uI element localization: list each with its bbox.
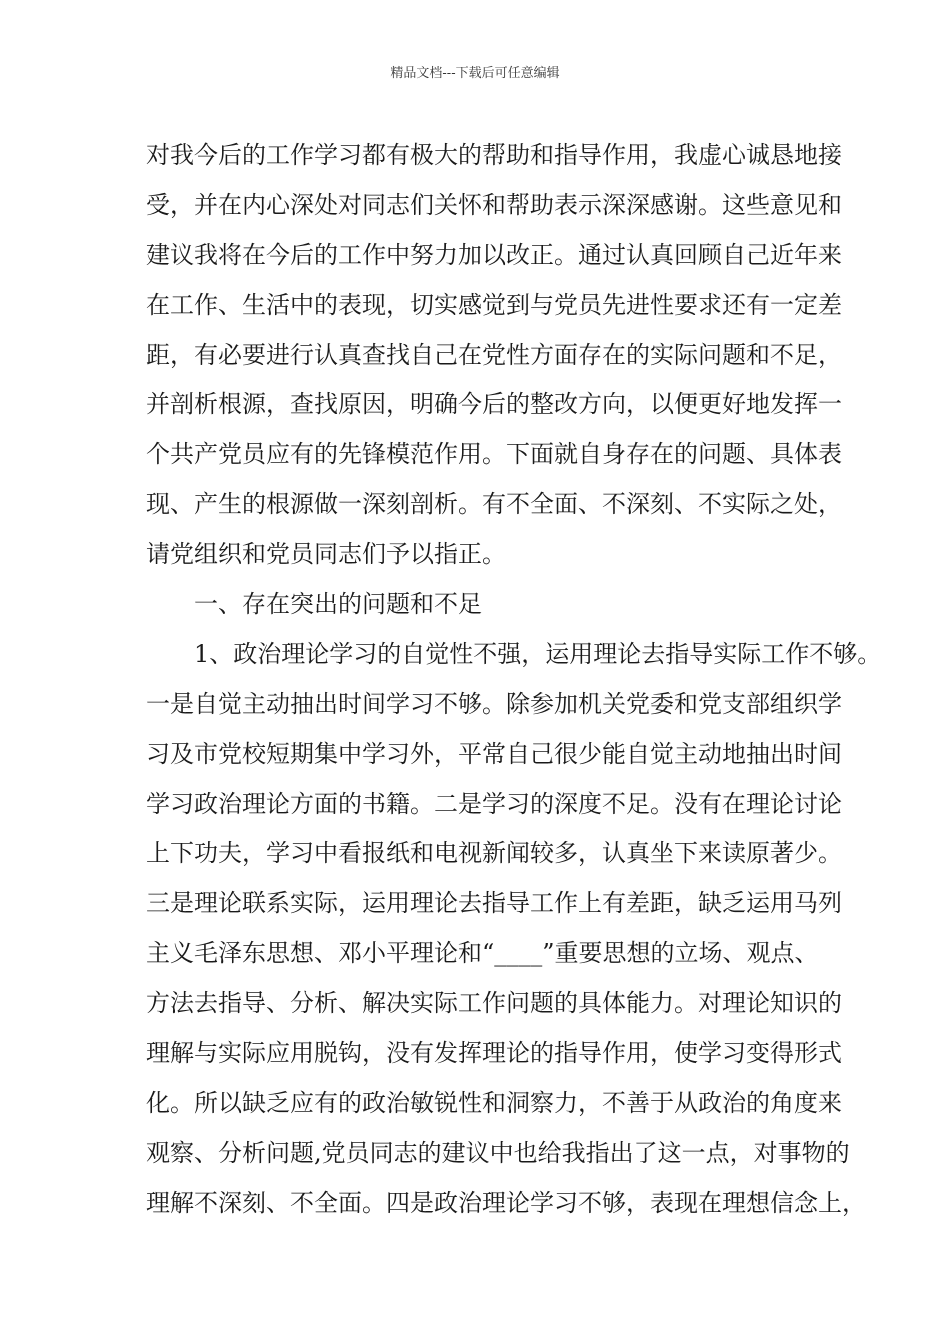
text-line: 对我今后的工作学习都有极大的帮助和指导作用，我虚心诚恳地接 [146, 141, 842, 169]
text-line: 1、政治理论学习的自觉性不强，运用理论去指导实际工作不够。 [194, 639, 882, 668]
text-line: 理解不深刻、不全面。四是政治理论学习不够，表现在理想信念上， [146, 1188, 866, 1217]
text-line: 三是理论联系实际，运用理论去指导工作上有差距，缺乏运用马列 [146, 889, 842, 918]
text-line: 理解与实际应用脱钩，没有发挥理论的指导作用，使学习变得形式 [146, 1039, 842, 1068]
text-line: 距，有必要进行认真查找自己在党性方面存在的实际问题和不足， [146, 340, 842, 369]
page-header: 精品文档---下载后可任意编辑 [390, 66, 560, 81]
document-body [146, 131, 882, 1229]
text-line: 习及市党校短期集中学习外，平常自己很少能自觉主动地抽出时间 [146, 739, 842, 768]
text-line: 个共产党员应有的先锋模范作用。下面就自身存在的问题、具体表 [146, 440, 842, 469]
text-line: 观察、分析问题,党员同志的建议中也给我指出了这一点，对事物的 [146, 1138, 850, 1167]
text-line: 请党组织和党员同志们予以指正。 [146, 540, 506, 569]
section-heading: 一、存在突出的问题和不足 [194, 590, 482, 619]
text-line: 受，并在内心深处对同志们关怀和帮助表示深深感谢。这些意见和 [146, 190, 842, 219]
text-line: 并剖析根源，查找原因，明确今后的整改方向，以便更好地发挥一 [146, 390, 842, 419]
text-line: 现、产生的根源做一深刻剖析。有不全面、不深刻、不实际之处， [146, 490, 842, 519]
text-line: 主义毛泽东思想、邓小平理论和“____”重要思想的立场、观点、 [146, 939, 819, 968]
text-line: 上下功夫，学习中看报纸和电视新闻较多，认真坐下来读原著少。 [146, 839, 842, 868]
text-line: 化。所以缺乏应有的政治敏锐性和洞察力，不善于从政治的角度来 [146, 1088, 842, 1117]
text-line: 方法去指导、分析、解决实际工作问题的具体能力。对理论知识的 [146, 989, 842, 1018]
text-line: 学习政治理论方面的书籍。二是学习的深度不足。没有在理论讨论 [146, 789, 842, 818]
text-line: 一是自觉主动抽出时间学习不够。除参加机关党委和党支部组织学 [146, 689, 842, 718]
text-line: 在工作、生活中的表现，切实感觉到与党员先进性要求还有一定差 [146, 290, 842, 319]
text-line: 建议我将在今后的工作中努力加以改正。通过认真回顾自己近年来 [146, 240, 842, 269]
